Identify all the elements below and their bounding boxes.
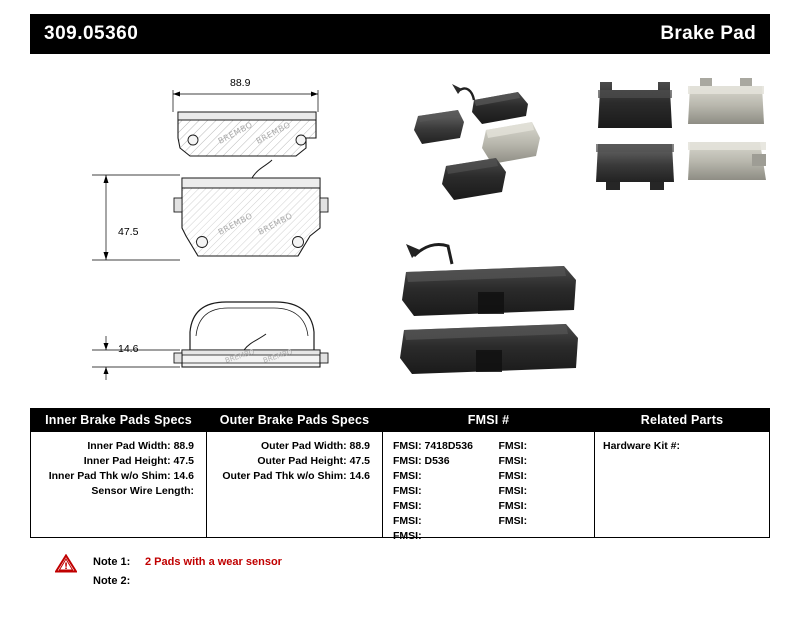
- spec-row: Outer Pad Height: 47.5: [257, 454, 370, 467]
- svg-text:BREMBO: BREMBO: [256, 211, 295, 237]
- fmsi-line: FMSI:: [498, 484, 528, 497]
- fmsi-line: FMSI:: [393, 529, 422, 542]
- svg-text:BREMBO: BREMBO: [262, 347, 294, 365]
- dimension-label-thickness: 14.6: [118, 343, 139, 355]
- spec-row: Outer Pad Thk w/o Shim: 14.6: [222, 469, 370, 482]
- note-2-label: Note 2:: [93, 574, 131, 587]
- note-1-text: 2 Pads with a wear sensor: [145, 555, 282, 568]
- pad-photo-sensor: [452, 84, 528, 124]
- spec-row: Inner Pad Width: 88.9: [87, 439, 194, 452]
- svg-text:BREMBO: BREMBO: [216, 120, 255, 146]
- fmsi-column: [382, 408, 594, 542]
- fmsi-line: FMSI:: [498, 439, 528, 452]
- document-header: [30, 14, 770, 54]
- note-1-label: Note 1:: [93, 555, 131, 568]
- notes-section: [55, 552, 455, 590]
- fmsi-right-list: [489, 438, 595, 543]
- fmsi-line: FMSI:: [498, 469, 528, 482]
- fmsi-line: FMSI:: [498, 499, 528, 512]
- fmsi-body: [383, 432, 594, 547]
- fmsi-line: FMSI:: [393, 469, 422, 482]
- spec-row: Outer Pad Width: 88.9: [260, 439, 370, 452]
- related-parts-column: [594, 408, 770, 538]
- svg-text:!: !: [63, 562, 69, 572]
- fmsi-left-list: [383, 438, 489, 543]
- spec-row: Sensor Wire Length:: [91, 484, 194, 497]
- pad-photo-large-lower: [400, 324, 578, 374]
- fmsi-line: FMSI:: [393, 499, 422, 512]
- svg-text:BREMBO: BREMBO: [216, 211, 255, 237]
- dimension-label-height: 47.5: [118, 226, 139, 238]
- fmsi-line: FMSI:: [498, 514, 528, 527]
- pad-photographs: [400, 60, 770, 405]
- fmsi-line: FMSI: D536: [393, 454, 450, 467]
- spec-row: Inner Pad Height: 47.5: [83, 454, 194, 467]
- fmsi-line: FMSI:: [498, 454, 528, 467]
- related-parts-body: [595, 432, 769, 457]
- svg-text:BREMBO: BREMBO: [224, 347, 256, 365]
- specs-tables: [30, 408, 770, 542]
- inner-specs-header: Inner Brake Pads Specs: [31, 409, 206, 432]
- outer-specs-column: [206, 408, 382, 538]
- part-number: 309.05360: [44, 23, 139, 44]
- note-2-row: [55, 571, 455, 590]
- pad-photo-large-upper: [402, 244, 576, 316]
- related-parts-header: Related Parts: [595, 409, 769, 432]
- related-line: Hardware Kit #:: [603, 439, 681, 452]
- outer-specs-header: Outer Brake Pads Specs: [207, 409, 382, 432]
- fmsi-line: FMSI: 7418D536: [393, 439, 473, 452]
- spec-row: Inner Pad Thk w/o Shim: 14.6: [48, 469, 194, 482]
- outer-specs-body: [207, 432, 382, 487]
- inner-specs-body: [31, 432, 206, 502]
- svg-text:BREMBO: BREMBO: [254, 120, 293, 146]
- fmsi-line: FMSI:: [393, 484, 422, 497]
- fmsi-header: FMSI #: [383, 409, 594, 432]
- note-1-row: [55, 552, 455, 571]
- dimension-label-width: 88.9: [230, 77, 251, 89]
- fmsi-line: FMSI:: [393, 514, 422, 527]
- inner-specs-column: [30, 408, 206, 538]
- technical-drawing-area: [30, 60, 770, 405]
- lineart-views: [30, 60, 400, 405]
- page-title: Brake Pad: [660, 23, 756, 44]
